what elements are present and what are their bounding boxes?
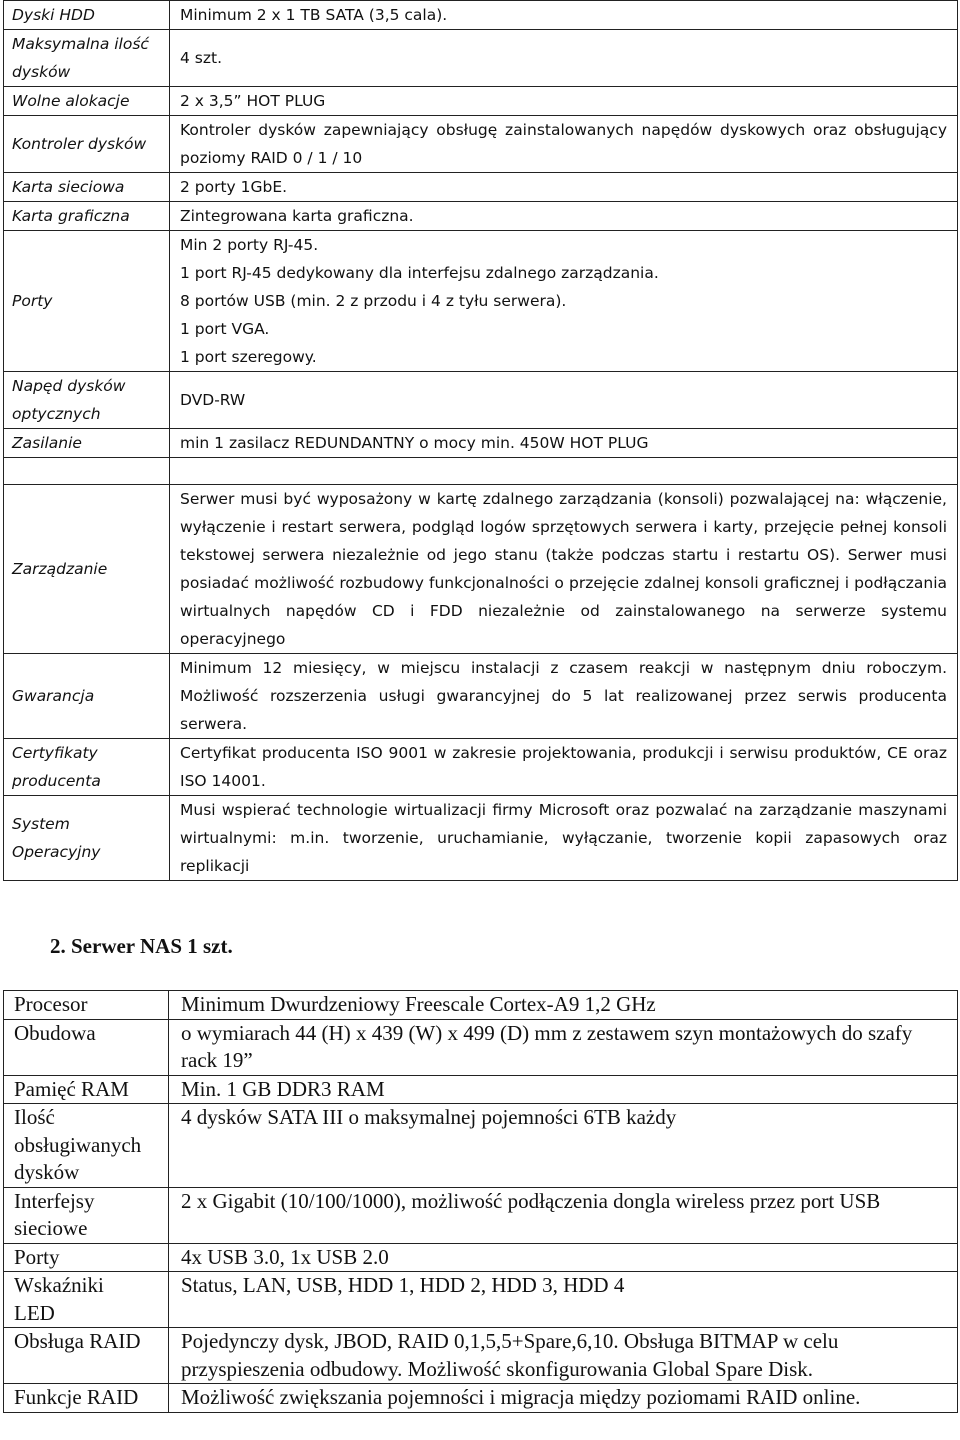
- table-row: [4, 1187, 958, 1243]
- row-value: 4 dysków SATA III o maksymalnej pojemności 6TB każdy: [169, 1104, 958, 1188]
- row-value: 2 porty 1GbE.: [170, 173, 958, 202]
- row-value: Minimum Dwurdzeniowy Freescale Cortex-A9 1,2 GHz: [169, 991, 958, 1020]
- table-row: [4, 173, 958, 202]
- table-spacer-row: [4, 458, 958, 485]
- table-row: [4, 202, 958, 231]
- row-label: Gwarancja: [4, 654, 170, 739]
- table-row: [4, 1328, 958, 1384]
- table-row: [4, 991, 958, 1020]
- table-row: [4, 1075, 958, 1104]
- row-label: Karta sieciowa: [4, 173, 170, 202]
- row-value: Certyfikat producenta ISO 9001 w zakresie projektowania, produkcji i serwisu produktów, CE oraz ISO 14001.: [170, 739, 958, 796]
- row-label: Napęd dysków optycznych: [4, 372, 170, 429]
- section-heading: 2. Serwer NAS 1 szt.: [50, 934, 233, 958]
- table-row: [4, 654, 958, 739]
- row-label: Funkcje RAID: [4, 1384, 169, 1413]
- row-label: Wolne alokacje: [4, 87, 170, 116]
- row-value: Zintegrowana karta graficzna.: [170, 202, 958, 231]
- table-row: [4, 116, 958, 173]
- row-label: Certyfikaty producenta: [4, 739, 170, 796]
- table-row: [4, 796, 958, 881]
- row-label: Obudowa: [4, 1019, 169, 1075]
- table-row: [4, 485, 958, 654]
- row-label: Maksymalna ilość dysków: [4, 30, 170, 87]
- row-label: Porty: [4, 231, 170, 372]
- spacer-cell: [170, 458, 958, 485]
- row-label: Pamięć RAM: [4, 1075, 169, 1104]
- row-value: Kontroler dysków zapewniający obsługę zainstalowanych napędów dyskowych oraz obsługujący poziomy RAID 0 / 1 / 10: [170, 116, 958, 173]
- row-label: Zarządzanie: [4, 485, 170, 654]
- row-label: System Operacyjny: [4, 796, 170, 881]
- table-row: [4, 1019, 958, 1075]
- spacer-cell: [4, 458, 170, 485]
- row-value: Min 2 porty RJ-45. 1 port RJ-45 dedykowany dla interfejsu zdalnego zarządzania. 8 portów USB (min. 2 z przodu i 4 z tyłu serwera). 1 port VGA. 1 port szeregowy.: [170, 231, 958, 372]
- row-value: o wymiarach 44 (H) x 439 (W) x 499 (D) mm z zestawem szyn montażowych do szafy rack 19”: [169, 1019, 958, 1075]
- row-label: Obsługa RAID: [4, 1328, 169, 1384]
- row-label: Interfejsy sieciowe: [4, 1187, 169, 1243]
- table-row: [4, 1243, 958, 1272]
- row-value: Serwer musi być wyposażony w kartę zdalnego zarządzania (konsoli) pozwalającej na: włączenie, wyłączenie i restart serwera, podgląd logów sprzętowych serwera i karty, przejęcie pełnej konsoli tekstowej serwera niezależnie od jego stanu (także podczas startu i restartu OS). Serwer musi posiadać możliwość rozbudowy funkcjonalności o przejęcie zdalnej konsoli graficznej i podłączania wirtualnych napędów CD i FDD niezależnie od zainstalowanego na serwerze systemu operacyjnego: [170, 485, 958, 654]
- row-label: Porty: [4, 1243, 169, 1272]
- server-spec-table: [3, 0, 958, 881]
- row-value: Musi wspierać technologie wirtualizacji firmy Microsoft oraz pozwalać na zarządzanie maszynami wirtualnymi: m.in. tworzenie, uruchamianie, wyłączanie, tworzenie kopii zapasowych oraz replikacji: [170, 796, 958, 881]
- table-row: [4, 1384, 958, 1413]
- row-label: Dyski HDD: [4, 1, 170, 30]
- row-label: Ilość obsługiwanych dysków: [4, 1104, 169, 1188]
- row-value: DVD-RW: [170, 372, 958, 429]
- row-value: Min. 1 GB DDR3 RAM: [169, 1075, 958, 1104]
- row-value: min 1 zasilacz REDUNDANTNY o mocy min. 450W HOT PLUG: [170, 429, 958, 458]
- row-value: Status, LAN, USB, HDD 1, HDD 2, HDD 3, HDD 4: [169, 1272, 958, 1328]
- table-row: [4, 30, 958, 87]
- table-row: [4, 429, 958, 458]
- table-row: [4, 1272, 958, 1328]
- table-row: [4, 1104, 958, 1188]
- row-value: 2 x 3,5” HOT PLUG: [170, 87, 958, 116]
- row-label: Wskaźniki LED: [4, 1272, 169, 1328]
- table-row: [4, 87, 958, 116]
- row-value: Minimum 12 miesięcy, w miejscu instalacji z czasem reakcji w następnym dniu roboczym. Możliwość rozszerzenia usługi gwarancyjnej do 5 lat realizowanej przez serwis producenta serwera.: [170, 654, 958, 739]
- row-label: Procesor: [4, 991, 169, 1020]
- row-value: 4x USB 3.0, 1x USB 2.0: [169, 1243, 958, 1272]
- row-value: 2 x Gigabit (10/100/1000), możliwość podłączenia dongla wireless przez port USB: [169, 1187, 958, 1243]
- table-row: [4, 739, 958, 796]
- table-row: [4, 1, 958, 30]
- row-label: Zasilanie: [4, 429, 170, 458]
- table-row: [4, 231, 958, 372]
- row-value: 4 szt.: [170, 30, 958, 87]
- row-value: Możliwość zwiększania pojemności i migracja między poziomami RAID online.: [169, 1384, 958, 1413]
- row-label: Karta graficzna: [4, 202, 170, 231]
- row-label: Kontroler dysków: [4, 116, 170, 173]
- row-value: Pojedynczy dysk, JBOD, RAID 0,1,5,5+Spare,6,10. Obsługa BITMAP w celu przyspieszenia odbudowy. Możliwość skonfigurowania Global Spare Disk.: [169, 1328, 958, 1384]
- nas-spec-table: [3, 990, 958, 1413]
- row-value: Minimum 2 x 1 TB SATA (3,5 cala).: [170, 1, 958, 30]
- table-row: [4, 372, 958, 429]
